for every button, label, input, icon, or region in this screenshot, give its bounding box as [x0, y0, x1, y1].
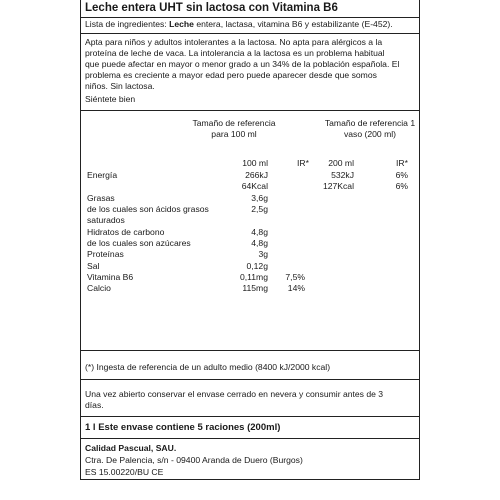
storage-line: Una vez abierto conservar el envase cerrado en nevera y consumir antes de 3: [85, 389, 384, 399]
divider: [81, 350, 419, 351]
description-line: proteína de leche de vaca. La intolerancia a la lactosa es un problema habitual: [85, 48, 385, 58]
table-row: [81, 204, 419, 215]
nutrient-name: de los cuales son azúcares: [87, 238, 191, 248]
nutrient-name: saturados: [87, 215, 125, 225]
column-headers: [81, 158, 419, 169]
value-100ml: 115mg: [242, 283, 268, 293]
footnote: (*) Ingesta de referencia de un adulto medio (8400 kJ/2000 kcal): [85, 362, 331, 372]
table-row: [81, 249, 419, 260]
ir-100ml: 14%: [287, 283, 305, 293]
col-ir1: IR*: [297, 158, 309, 168]
description-line: que puede afectar en mayor o menor grado a un 34% de la población española. El: [85, 59, 400, 69]
divider: [81, 17, 419, 18]
value-100ml: 0,12g: [246, 261, 268, 271]
table-row: [81, 272, 419, 283]
ingredients-suffix: entera, lactasa, vitamina B6 y estabilizante (E-452).: [193, 19, 393, 29]
ir-100ml: 7,5%: [285, 272, 305, 282]
registry-number: ES 15.00220/BU CE: [85, 467, 164, 477]
company-address: Ctra. De Palencia, s/n - 09400 Aranda de Duero (Burgos): [85, 455, 303, 465]
description-line: niños. Sin lactosa.: [85, 81, 155, 91]
storage-line: días.: [85, 400, 104, 410]
ir-200ml: 6%: [395, 181, 408, 191]
description-line: problema es creciente a mayor edad pero puede aparecer desde que somos: [85, 70, 377, 80]
nutrient-name: Grasas: [87, 193, 115, 203]
product-title: Leche entera UHT sin lactosa con Vitamina B6: [85, 2, 338, 14]
value-100ml: 0,11mg: [239, 272, 268, 282]
ingredients-list: [85, 19, 393, 30]
divider: [81, 416, 419, 417]
nutrient-name: Proteínas: [87, 249, 124, 259]
nutrient-name: Calcio: [87, 283, 111, 293]
company-name: Calidad Pascual, SAU.: [85, 443, 177, 453]
table-row: [81, 193, 419, 204]
table-row: [81, 227, 419, 238]
col-200ml: 200 ml: [328, 158, 354, 168]
header-100ml: Tamaño de referencia para 100 ml: [192, 118, 276, 139]
value-100ml: 4,8g: [251, 227, 268, 237]
table-row: [81, 181, 419, 192]
divider: [81, 379, 419, 380]
ingredients-allergen: Leche: [169, 19, 194, 29]
nutrition-label: [80, 0, 420, 480]
table-row: [81, 238, 419, 249]
value-200ml: 127Kcal: [322, 181, 354, 191]
value-100ml: 3,6g: [251, 193, 268, 203]
table-row: [81, 261, 419, 272]
nutrient-name: Vitamina B6: [87, 272, 134, 282]
value-100ml: 4,8g: [251, 238, 268, 248]
value-100ml: 2,5g: [251, 204, 268, 214]
nutrient-name: de los cuales son ácidos grasos: [87, 204, 209, 214]
description-line: Apta para niños y adultos intolerantes a la lactosa. No apta para alérgicos a la: [85, 37, 383, 47]
divider: [81, 33, 419, 34]
header-200ml: Tamaño de referencia 1 vaso (200 ml): [324, 118, 416, 139]
table-row: [81, 283, 419, 294]
table-row: [81, 215, 419, 226]
table-row: [81, 170, 419, 181]
divider: [81, 110, 419, 111]
ir-200ml: 6%: [395, 170, 408, 180]
portions: 1 l Este envase contiene 5 raciones (200ml): [85, 422, 281, 433]
value-200ml: 532kJ: [331, 170, 354, 180]
nutrient-name: Sal: [87, 261, 100, 271]
divider: [81, 438, 419, 439]
nutrient-name: Hidratos de carbono: [87, 227, 165, 237]
ingredients-prefix: Lista de ingredientes:: [85, 19, 170, 29]
slogan: Siéntete bien: [85, 94, 136, 104]
value-100ml: 266kJ: [245, 170, 268, 180]
nutrient-name: Energía: [87, 170, 118, 180]
value-100ml: 3g: [258, 249, 268, 259]
col-100ml: 100 ml: [242, 158, 268, 168]
value-100ml: 64Kcal: [241, 181, 268, 191]
col-ir2: IR*: [396, 158, 408, 168]
